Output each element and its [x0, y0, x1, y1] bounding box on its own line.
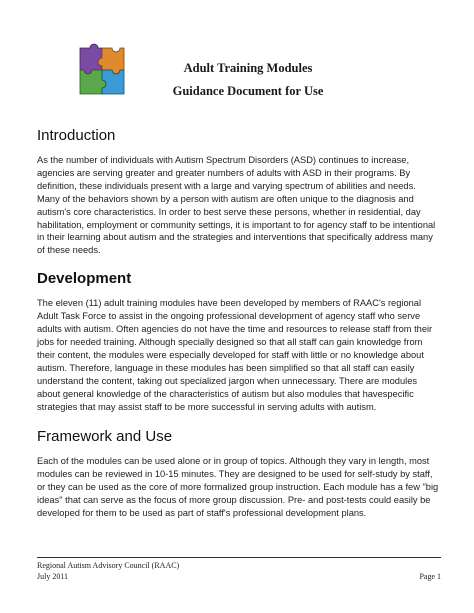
section-heading-introduction: Introduction	[37, 127, 116, 144]
puzzle-piece-blue	[102, 70, 124, 94]
puzzle-pieces-icon	[74, 40, 132, 102]
puzzle-piece-purple	[80, 44, 102, 74]
title-line-1: Adult Training Modules	[183, 61, 313, 75]
section-text-introduction: As the number of individuals with Autism Spectrum Disorders (ASD) continues to increase, agencies are serving greater and greater numbers of adults with ASD in their programs. By definition, these individuals present with a large and varying spectrum of abilities and needs. Many of the behaviors shown by a person with autism are often unique to the diagnosis and autism's core characteristics. In order to best serve these persons, whether in residential, day habilitation, employment or community settings, it is important to for agency staff to be intentional in their learning about autism and the strategies and interventions that specifically address many of these needs.	[37, 155, 436, 256]
footer-divider	[37, 557, 441, 558]
footer-page-number: Page 1	[419, 572, 441, 581]
section-text-development: The eleven (11) adult training modules have been developed by members of RAAC's regional Adult Task Force to assist in the ongoing professional development of agency staff who serve adults with autism. Often agencies do not have the time and resources to release staff from their jobs for needed training. Although specially designed so that all staff can gain knowledge from their content, the modules were especially developed for staff with little or no knowledge about autism. Therefore, language in these modules has been simplified so that all staff can easily understand the content, taking out specialized jargon when unnecessary. There are modules about general knowledge of the characteristics of autism but also modules that havespecific strategies that may assist staff to be more successful in serving adults with autism.	[37, 298, 433, 412]
footer-organization: Regional Autism Advisory Council (RAAC)	[37, 561, 180, 570]
document-body	[37, 126, 441, 520]
section-heading-framework: Framework and Use	[37, 428, 173, 446]
page-footer	[37, 557, 441, 582]
document-title	[128, 57, 368, 103]
footer-date: July 2011	[37, 572, 69, 581]
section-heading-development: Development	[37, 270, 132, 288]
title-line-2: Guidance Document for Use	[172, 84, 324, 98]
section-text-framework: Each of the modules can be used alone or in group of topics. Although they vary in length, most modules can be reviewed in 10-15 minutes. They are designed to be used for self-study by staff, or they can be used as the core of more formalized group instruction. Each module has a few "big ideas" that can serve as the focus of more group discussion. Pre- and post-tests could easily be developed for them to be used as part of staff's professional development plans.	[37, 456, 439, 519]
